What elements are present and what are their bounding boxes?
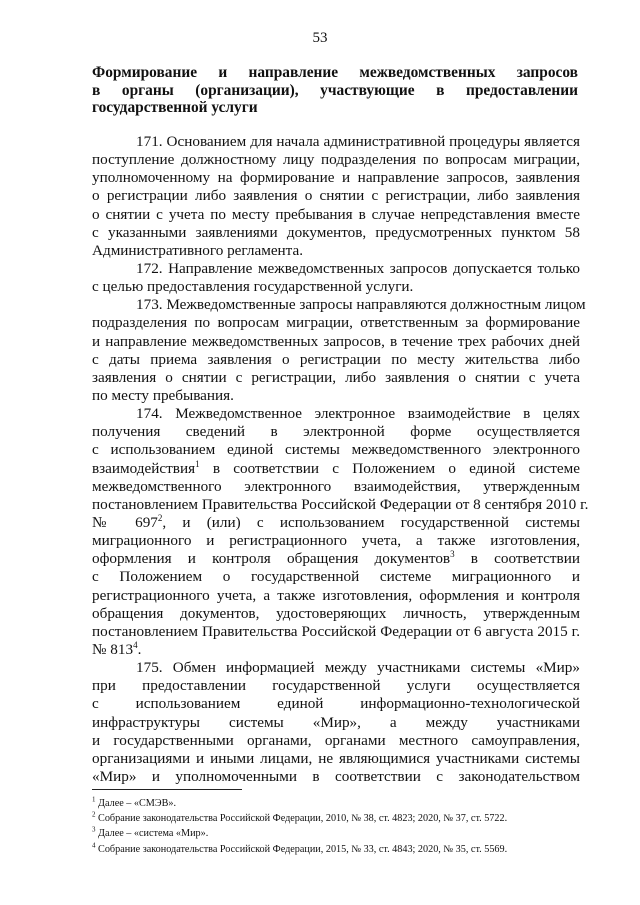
footnote-text: Собрание законодательства Российской Федерации, 2010, № 38, ст. 4823; 2020, № 37, ст. 5722. xyxy=(95,813,508,825)
text-line: подразделения по вопросам миграции, ответственным за формирование xyxy=(92,314,580,332)
document-body xyxy=(92,133,589,786)
text-fragment: оформления и контроля обращения документов xyxy=(92,550,451,568)
paragraph-172 xyxy=(92,260,580,296)
text-line xyxy=(92,460,580,478)
footnote-ref: 4 xyxy=(133,639,138,650)
paragraph-175 xyxy=(92,659,580,786)
text-line: 174. Межведомственное электронное взаимодействие в целях xyxy=(136,405,580,423)
text-line: постановлением Правительства Российской Федерации от 8 сентября 2010 г. xyxy=(92,495,589,513)
text-line: и государственными органами, органами местного самоуправления, xyxy=(92,731,580,749)
text-line: 173. Межведомственные запросы направляются должностным лицом xyxy=(136,296,586,314)
footnote xyxy=(92,811,592,826)
footnote-text: Собрание законодательства Российской Федерации, 2015, № 33, ст. 4843; 2020, № 35, ст. 5569. xyxy=(95,843,508,855)
text-line: с указанными заявлениями документов, предусмотренных пунктом 58 xyxy=(92,223,580,241)
text-line: с целью предоставления государственной услуги. xyxy=(92,278,414,296)
text-line: и направление межведомственных запросов, в течение трех рабочих дней xyxy=(92,332,580,350)
text-line: получения сведений в электронной форме осуществляется xyxy=(92,423,580,441)
text-line: поступление должностному лицу подразделения по вопросам миграции, xyxy=(92,151,580,169)
text-line: о регистрации либо заявления о снятии с регистрации, либо заявления xyxy=(92,187,580,205)
text-line: 175. Обмен информацией между участниками системы «Мир» xyxy=(136,659,580,677)
paragraph-171 xyxy=(92,133,580,260)
text-line: инфраструктуры системы «Мир», а между участниками xyxy=(92,713,580,731)
text-line: Административного регламента. xyxy=(92,241,304,259)
footnote-mark: 3 xyxy=(92,825,96,834)
text-line xyxy=(92,514,580,532)
text-fragment: в соответствии xyxy=(454,550,580,568)
text-line: 172. Направление межведомственных запросов допускается только xyxy=(136,259,580,277)
text-line: при предоставлении государственной услуги осуществляется xyxy=(92,677,580,695)
text-line: обращения документов, удостоверяющих личность, утвержденным xyxy=(92,604,580,622)
heading-line: в органы (организации), участвующие в предоставлении xyxy=(92,81,578,99)
text-fragment: . xyxy=(137,640,142,658)
text-line: по месту пребывания. xyxy=(92,386,234,404)
text-line xyxy=(92,641,580,659)
footnote xyxy=(92,826,592,841)
text-fragment: в соответствии с Положением о единой системе xyxy=(199,459,580,477)
footnote-ref: 1 xyxy=(195,458,200,469)
footnote-ref: 2 xyxy=(157,512,163,523)
section-heading xyxy=(92,64,578,117)
text-line: 171. Основанием для начала административной процедуры является xyxy=(136,133,580,150)
text-line: с использованием единой системы межведомственного электронного xyxy=(92,441,580,459)
text-fragment: взаимодействия xyxy=(92,459,196,477)
paragraph-174 xyxy=(92,405,589,659)
page-number: 53 xyxy=(312,30,328,46)
heading-line: Формирование и направление межведомственных запросов xyxy=(92,64,578,81)
footnotes xyxy=(92,796,592,857)
footnote-text: Далее – «система «Мир». xyxy=(95,828,209,840)
paragraph-173 xyxy=(92,296,586,405)
text-line: уполномоченному на формирование и направление запросов, заявления xyxy=(92,169,580,187)
text-line: постановлением Правительства Российской Федерации от 6 августа 2015 г. xyxy=(92,622,580,640)
text-line: миграционного и регистрационного учета, а также изготовления, xyxy=(92,532,580,550)
footnote-divider xyxy=(92,789,242,790)
text-line: «Мир» и уполномоченными в соответствии с законодательством xyxy=(92,767,580,785)
heading-line: государственной услуги xyxy=(92,99,258,116)
text-line: заявления о снятии с регистрации, либо заявления о снятии с учета xyxy=(92,368,580,386)
text-fragment: № 813 xyxy=(92,640,134,658)
footnote xyxy=(92,796,592,811)
text-line: о снятии с учета по месту пребывания в случае непредставления вместе xyxy=(92,205,580,223)
text-fragment: № 697 xyxy=(92,513,158,531)
text-line xyxy=(92,550,580,568)
text-line: организациями и иными лицами, не являющимися участниками системы xyxy=(92,749,580,767)
text-line: с даты приема заявления о регистрации по месту жительства либо xyxy=(92,350,580,368)
text-line: с использованием единой информационно-технологической xyxy=(92,695,580,713)
footnote-mark: 2 xyxy=(92,810,96,819)
footnote-mark: 4 xyxy=(92,841,96,850)
text-line: регистрационного учета, а также изготовления, оформления и контроля xyxy=(92,586,580,604)
text-line: межведомственного электронного взаимодействия, утвержденным xyxy=(92,477,580,495)
footnote-mark: 1 xyxy=(92,795,96,804)
footnote-ref: 3 xyxy=(450,549,455,560)
text-line: с Положением о государственной системе миграционного и xyxy=(92,568,580,586)
footnote xyxy=(92,842,592,857)
text-fragment: , и (или) с использованием государственной системы xyxy=(162,513,580,531)
footnote-text: Далее – «СМЭВ». xyxy=(95,798,177,809)
